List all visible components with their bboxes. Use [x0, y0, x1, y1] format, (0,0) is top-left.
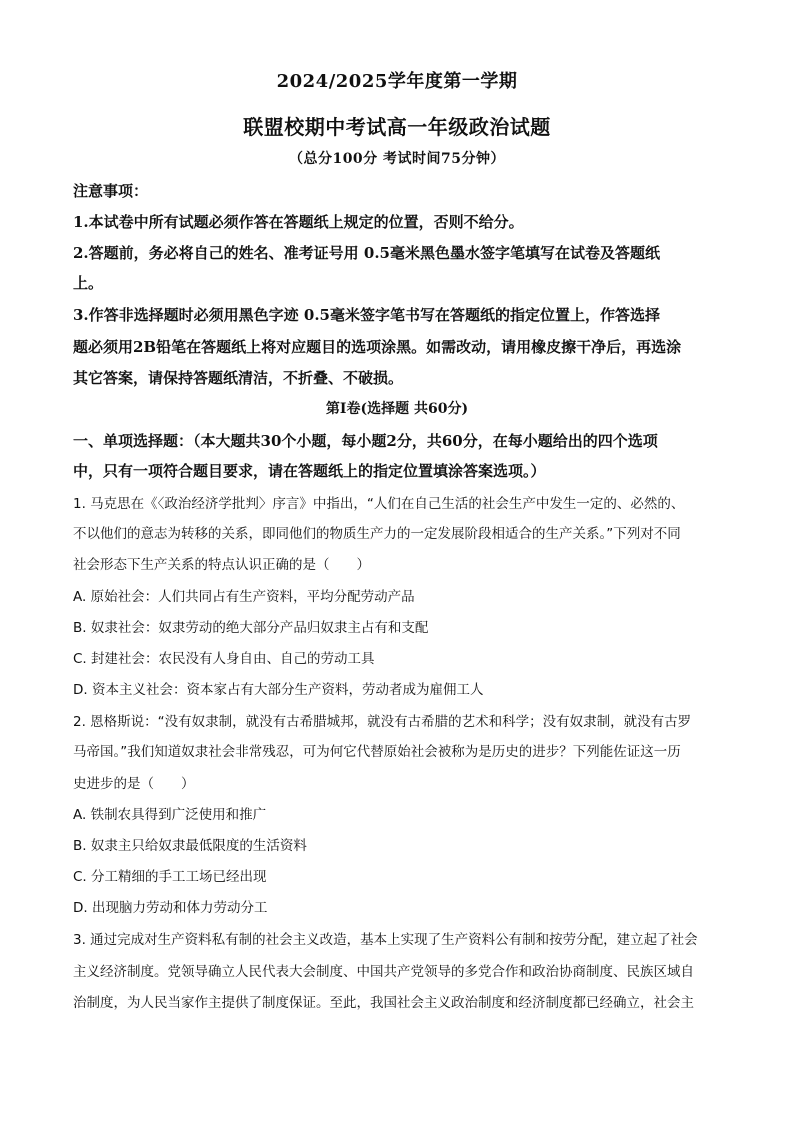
notice-heading: 注意事项： — [73, 182, 149, 200]
notice-line: 1.本试卷中所有试题必须作答在答题纸上规定的位置，否则不给分。 — [73, 213, 524, 231]
question-2-option-b: B. 奴隶主只给奴隶最低限度的生活资料 — [73, 838, 307, 854]
question-2-option-d: D. 出现脑力劳动和体力劳动分工 — [73, 900, 268, 916]
notice-line: 3.作答非选择题时必须用黑色字迹 0.5毫米签字笔书写在答题纸的指定位置上，作答选择 — [73, 306, 660, 324]
question-2-option-a: A. 铁制农具得到广泛使用和推广 — [73, 807, 267, 823]
exam-title: 联盟校期中考试高一年级政治试题 — [243, 115, 551, 139]
question-2-stem: 史进步的是（ ） — [73, 776, 195, 792]
section-instruction: 一、单项选择题：（本大题共30个小题，每小题2分，共60分，在每小题给出的四个选项 — [73, 432, 658, 450]
question-1-option-b: B. 奴隶社会：奴隶劳动的绝大部分产品归奴隶主占有和支配 — [73, 620, 429, 636]
question-1-option-a: A. 原始社会：人们共同占有生产资料，平均分配劳动产品 — [73, 589, 415, 605]
question-2-option-c: C. 分工精细的手工工场已经出现 — [73, 869, 267, 885]
notice-line: 上。 — [73, 274, 104, 292]
question-1-stem: 不以他们的意志为转移的关系，即同他们的物质生产力的一定发展阶段相适合的生产关系。”下列对不同 — [73, 526, 681, 542]
question-3-stem: 主义经济制度。党领导确立人民代表大会制度、中国共产党领导的多党合作和政治协商制度、民族区域自 — [73, 964, 694, 980]
exam-term-title: 2024/2025学年度第一学期 — [276, 71, 518, 92]
question-1-stem: 1. 马克思在《〈政治经济学批判〉序言》中指出，“人们在自己生活的社会生产中发生一定的、必然的、 — [73, 496, 685, 512]
notice-line: 其它答案，请保持答题纸清洁，不折叠、不破损。 — [73, 369, 404, 387]
notice-line: 2.答题前，务必将自己的姓名、准考证号用 0.5毫米黑色墨水签字笔填写在试卷及答题纸 — [73, 244, 660, 262]
question-3-stem: 3. 通过完成对生产资料私有制的社会主义改造，基本上实现了生产资料公有制和按劳分配，建立起了社会 — [73, 932, 698, 948]
notice-line: 题必须用2B铅笔在答题纸上将对应题目的选项涂黑。如需改动，请用橡皮擦干净后，再选涂 — [73, 338, 682, 356]
question-1-option-c: C. 封建社会：农民没有人身自由、自己的劳动工具 — [73, 651, 375, 667]
question-3-stem: 治制度，为人民当家作主提供了制度保证。至此，我国社会主义政治制度和经济制度都已经确立，社会主 — [73, 995, 694, 1011]
question-2-stem: 2. 恩格斯说：“没有奴隶制，就没有古希腊城邦，就没有古希腊的艺术和科学；没有奴隶制，就没有古罗 — [73, 714, 692, 730]
section-instruction: 中，只有一项符合题目要求，请在答题纸上的指定位置填涂答案选项。） — [73, 462, 546, 480]
question-1-option-d: D. 资本主义社会：资本家占有大部分生产资料，劳动者成为雇佣工人 — [73, 682, 484, 698]
section-title: 第Ⅰ卷(选择题 共60分) — [325, 401, 469, 417]
exam-subtitle: （总分100分 考试时间75分钟） — [288, 151, 506, 167]
question-2-stem: 马帝国。”我们知道奴隶社会非常残忍，可为何它代替原始社会被称为是历史的进步？下列能佐证这一历 — [73, 744, 681, 760]
question-1-stem: 社会形态下生产关系的特点认识正确的是（ ） — [73, 557, 370, 573]
